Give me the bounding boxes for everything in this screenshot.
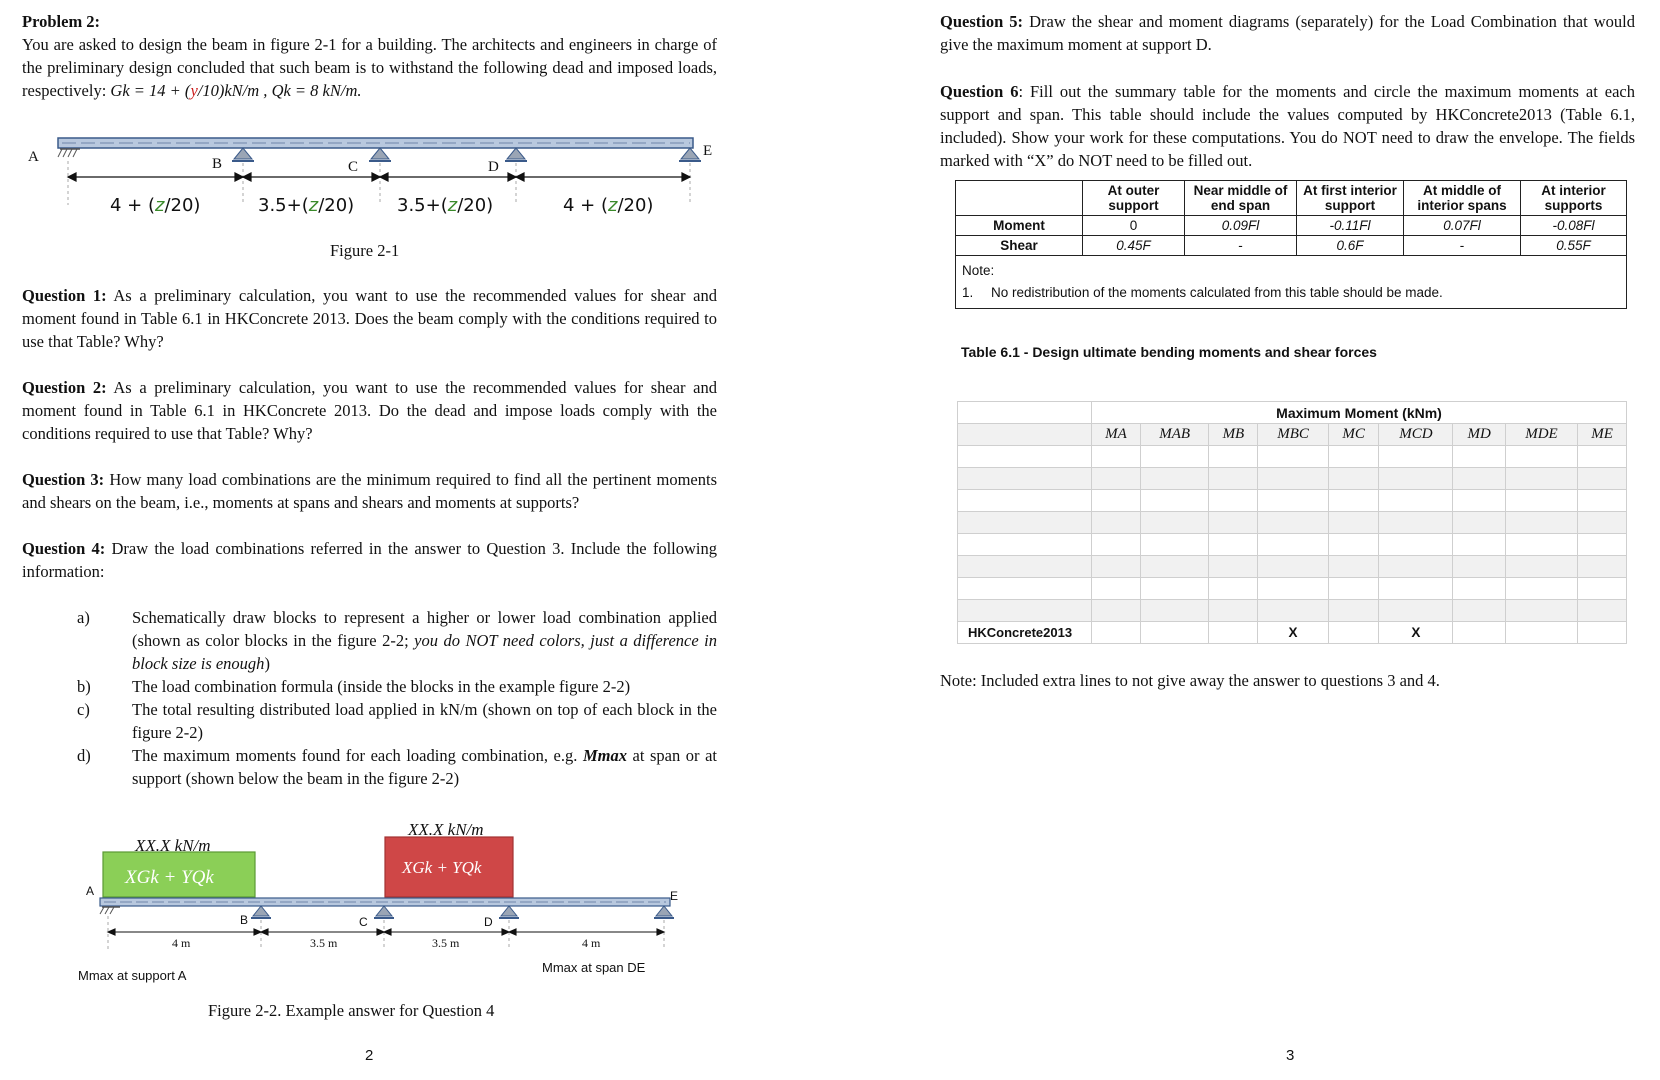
table-row-moment: Moment 0 0.09Fl -0.11Fl 0.07Fl -0.08Fl	[956, 216, 1627, 236]
span-bc-length: 3.5+(z/20)	[258, 195, 355, 216]
left-page	[0, 0, 740, 1080]
mmax-support-a: Mmax at support A	[78, 968, 187, 983]
support-label-d: D	[488, 159, 499, 175]
gk-variable: y	[190, 81, 198, 100]
span-3-length: 3.5 m	[432, 936, 460, 950]
col-mde: MDE	[1505, 424, 1577, 446]
note-number: 1.	[962, 285, 974, 300]
span-de-length: 4 + (z/20)	[563, 195, 654, 216]
list-item-c: c) The total resulting distributed load applied in kN/m (shown on top of each block in the figure 2-2)	[77, 700, 717, 742]
table-row	[958, 534, 1627, 556]
list-item-a: a) Schematically draw blocks to represent a higher or lower load combination applied (shown as color blocks in the figure 2-2; you do NOT need colors, just a difference in block size is enough)	[77, 608, 717, 673]
table-row	[958, 490, 1627, 512]
support-label-e: E	[703, 143, 713, 159]
col-mbc: MBC	[1258, 424, 1328, 446]
question-5: Question 5: Draw the shear and moment diagrams (separately) for the Load Combination that would give the maximum moment at support D.	[940, 12, 1635, 54]
support-label-b-2: B	[240, 913, 249, 927]
question-3: Question 3: How many load combinations are the minimum required to find all the pertinent moments and shears on the beam, i.e., moments at spans and shears and moments at supports?	[22, 470, 718, 512]
gk-prefix: Gk = 14 + (	[110, 81, 191, 100]
dimension-line-2	[108, 929, 664, 935]
page-number-2: 2	[365, 1047, 374, 1064]
cell-mbc-x: X	[1258, 622, 1328, 644]
table-row	[958, 556, 1627, 578]
span-2-length: 3.5 m	[310, 936, 338, 950]
question-2: Question 2: As a preliminary calculation, you want to use the recommended values for shear and moment found in Table 6.1 in HKConcrete 2013. Do the dead and impose loads comply with the conditions required to use that Table? Why?	[22, 378, 718, 443]
col-mc: MC	[1328, 424, 1379, 446]
table-row	[958, 578, 1627, 600]
fixed-support-a-2	[100, 907, 120, 914]
header-interior-supports: At interior supports	[1521, 181, 1627, 216]
figure-2-1-caption: Figure 2-1	[330, 241, 400, 260]
support-label-a: A	[28, 149, 39, 165]
table-6-1	[955, 180, 1627, 309]
fixed-support-a	[58, 149, 80, 157]
question-4: Question 4: Draw the load combinations referred in the answer to Question 3. Include the following information:	[22, 539, 718, 581]
support-e-2	[654, 906, 674, 918]
figure-2-2-caption: Figure 2-2. Example answer for Question 4	[208, 1001, 495, 1020]
row-label-hkconcrete: HKConcrete2013	[958, 622, 1092, 644]
col-ma: MA	[1092, 424, 1141, 446]
support-c	[369, 148, 391, 161]
support-label-a-2: A	[86, 884, 95, 898]
qk-value: Qk = 8 kN/m.	[271, 81, 362, 100]
note-label: Note:	[962, 263, 995, 278]
mmax-span-de: Mmax at span DE	[542, 960, 646, 975]
support-label-b: B	[212, 156, 223, 172]
header-outer-support: At outer support	[1083, 181, 1185, 216]
header-first-interior-support: At first interior support	[1297, 181, 1404, 216]
table-6-1-header	[956, 181, 1627, 216]
span-cd-length: 3.5+(z/20)	[397, 195, 494, 216]
question-6: Question 6: Fill out the summary table for the moments and circle the maximum moments at each support and span. This table should include the values computed by HKConcrete2013 (Table 6.1, included). Show your work for these computations. You do NOT need to draw the envelope. The fields marked with “X” do NOT need to be filled out.	[940, 82, 1635, 170]
support-b-2	[251, 906, 271, 918]
support-c-2	[374, 906, 394, 918]
support-label-c-2: C	[359, 915, 368, 929]
support-label-d-2: D	[484, 915, 493, 929]
support-e	[679, 148, 701, 161]
load-label-2: XX.X kN/m	[408, 820, 484, 839]
question-1: Question 1: As a preliminary calculation, you want to use the recommended values for shear and moment found in Table 6.1 in HKConcrete 2013. Does the beam comply with the conditions required to use that Table? Why?	[22, 286, 718, 351]
span-1-length: 4 m	[172, 936, 191, 950]
span-ab-length: 4 + (z/20)	[110, 195, 201, 216]
table-6-1-caption: Table 6.1 - Design ultimate bending moments and shear forces	[961, 344, 1377, 360]
header-near-middle-end-span: Near middle of end span	[1185, 181, 1297, 216]
summary-row-hkconcrete	[958, 622, 1627, 644]
block-formula-2: XGk + YQk	[402, 858, 482, 877]
summary-moment-table	[957, 401, 1627, 644]
table-row	[958, 600, 1627, 622]
col-mcd: MCD	[1379, 424, 1453, 446]
list-item-d: d) The maximum moments found for each loading combination, e.g. Mmax at span or at support (shown below the beam in the figure 2-2)	[77, 746, 717, 788]
col-me: ME	[1578, 424, 1627, 446]
span-4-length: 4 m	[582, 936, 601, 950]
support-label-e-2: E	[670, 889, 679, 903]
page-number-3: 3	[1286, 1047, 1295, 1064]
load-label-1: XX.X kN/m	[135, 836, 211, 855]
support-d	[505, 148, 527, 161]
support-b	[232, 148, 254, 161]
problem-title: Problem 2:	[22, 12, 101, 31]
table-row	[958, 468, 1627, 490]
col-md: MD	[1453, 424, 1505, 446]
summary-title: Maximum Moment (kNm)	[1092, 402, 1627, 424]
table-row-shear: Shear 0.45F - 0.6F - 0.55F	[956, 236, 1627, 256]
dimension-line	[68, 173, 690, 181]
col-mb: MB	[1209, 424, 1258, 446]
summary-column-header	[958, 424, 1627, 446]
intro-text: You are asked to design the beam in figure 2-1 for a building. The architects and engineers in charge of the preliminary design concluded that such beam is to withstand the following dead and imposed loads, respectively:	[22, 35, 717, 100]
table-row	[958, 512, 1627, 534]
cell-mcd-x: X	[1379, 622, 1453, 644]
support-d-2	[499, 906, 519, 918]
problem-intro	[22, 33, 717, 102]
note-text: No redistribution of the moments calculated from this table should be made.	[991, 285, 1443, 300]
gk-suffix: /10)kN/m ,	[197, 81, 268, 100]
col-mab: MAB	[1140, 424, 1209, 446]
header-middle-interior-spans: At middle of interior spans	[1404, 181, 1521, 216]
summary-title-row	[958, 402, 1627, 424]
table-row	[958, 446, 1627, 468]
support-label-c: C	[348, 159, 359, 175]
block-formula-1: XGk + YQk	[125, 867, 214, 888]
list-item-b: b) The load combination formula (inside the blocks in the example figure 2-2)	[77, 677, 631, 696]
table-note-row	[956, 256, 1627, 309]
figure-2-2-diagram	[0, 810, 740, 970]
extra-lines-note: Note: Included extra lines to not give away the answer to questions 3 and 4.	[940, 671, 1440, 690]
